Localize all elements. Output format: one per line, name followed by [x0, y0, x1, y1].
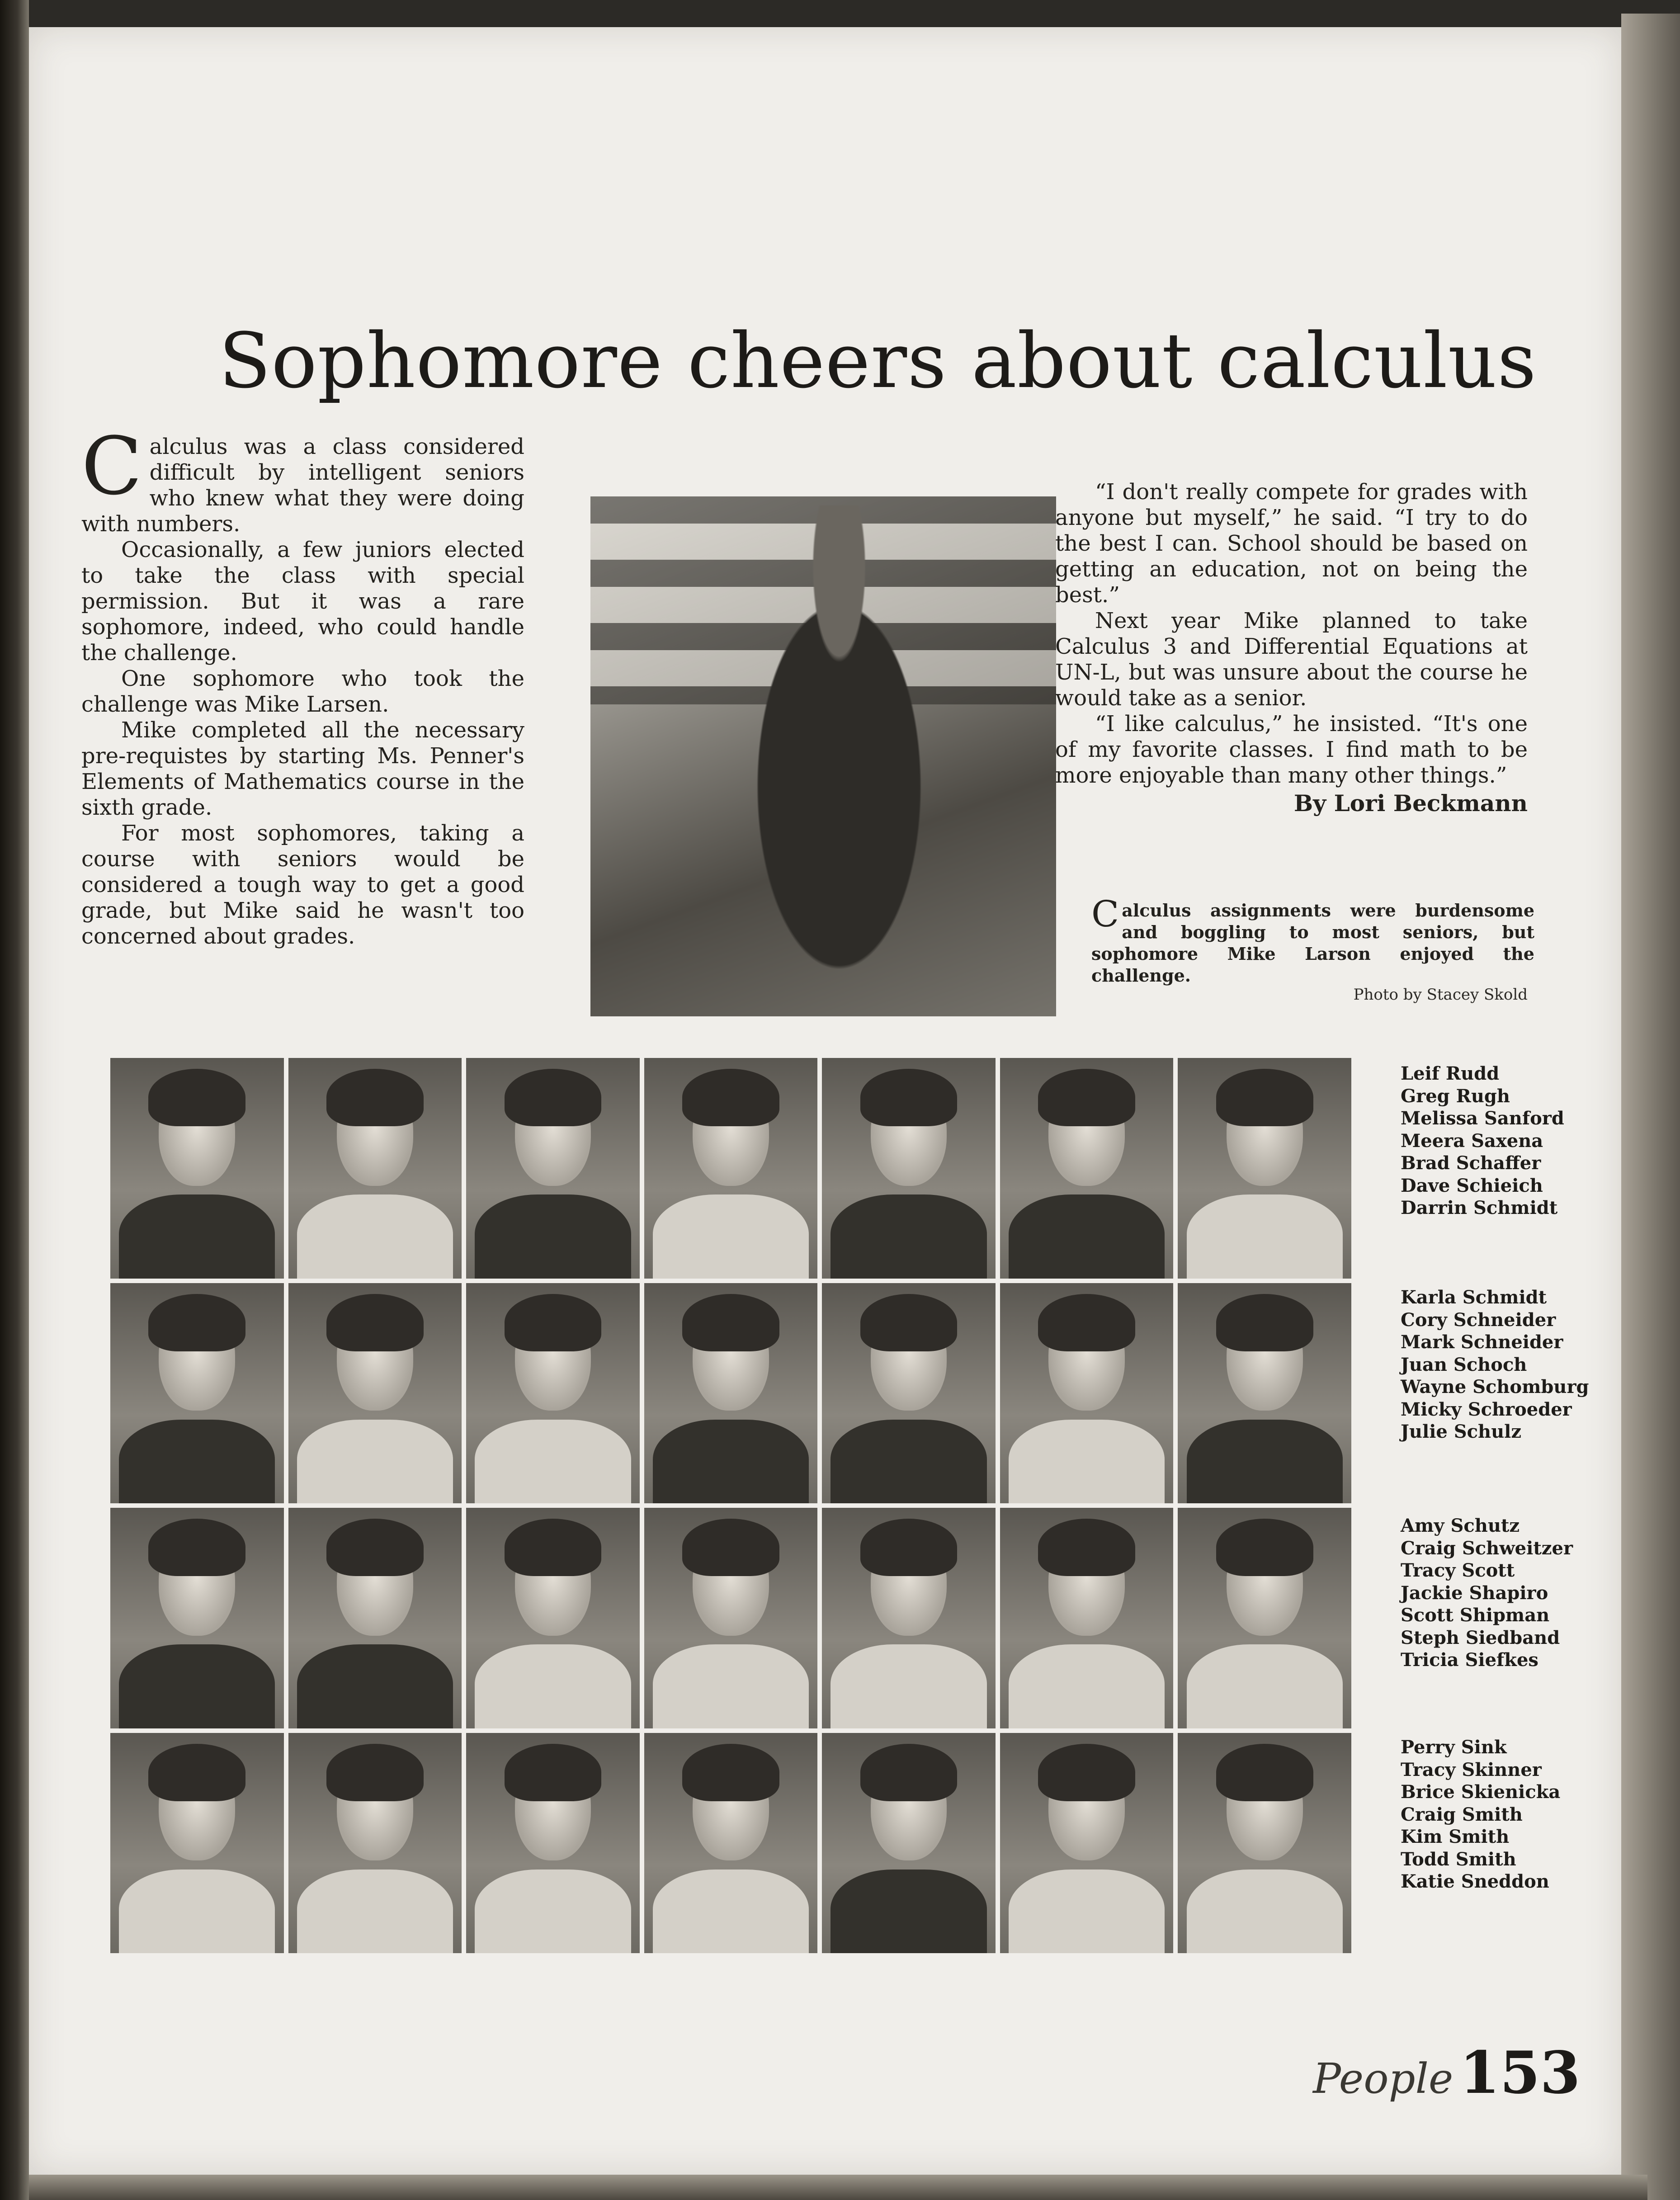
portrait — [466, 1058, 640, 1279]
portrait — [1000, 1508, 1174, 1728]
photo-credit: Photo by Stacey Skold — [1353, 986, 1528, 1004]
student-name: Darrin Schmidt — [1401, 1197, 1558, 1218]
byline: By Lori Beckmann — [1293, 790, 1528, 817]
photo-caption — [1091, 893, 1534, 987]
portrait — [644, 1283, 818, 1504]
student-name: Todd Smith — [1401, 1848, 1516, 1870]
page-edge-bottom — [29, 2175, 1647, 2200]
portrait — [288, 1283, 462, 1504]
student-name: Meera Saxena — [1401, 1130, 1543, 1152]
portrait — [288, 1733, 462, 1954]
student-name: Wayne Schomburg — [1401, 1376, 1589, 1397]
portrait — [644, 1508, 818, 1728]
portrait — [110, 1058, 284, 1279]
book-spine — [0, 0, 29, 2200]
section-label: People — [1313, 2054, 1453, 2103]
story-column-1 — [81, 420, 524, 949]
student-name: Perry Sink — [1401, 1737, 1507, 1758]
headline: Sophomore cheers about calculus — [219, 316, 1537, 405]
lead-paragraph — [81, 420, 524, 537]
student-name: Greg Rugh — [1401, 1085, 1510, 1107]
portrait-grid — [110, 1058, 1351, 1953]
story-paragraph: Mike completed all the necessary pre-requistes by starting Ms. Penner's Elements of Mathematics course in the sixth grade. — [81, 718, 524, 820]
student-name: Cory Schneider — [1401, 1309, 1556, 1331]
portrait — [1000, 1283, 1174, 1504]
page-folio — [1313, 2039, 1581, 2107]
student-name: Craig Schweitzer — [1401, 1537, 1573, 1559]
feature-photo — [590, 496, 1056, 1016]
story-paragraph: For most sophomores, taking a course with seniors would be considered a tough way to get a good grade, but Mike said he wasn't too concerned about grades. — [81, 821, 524, 949]
portrait — [644, 1733, 818, 1954]
portrait — [1178, 1283, 1351, 1504]
portrait — [644, 1058, 818, 1279]
portrait — [288, 1508, 462, 1728]
student-name: Karla Schmidt — [1401, 1287, 1547, 1308]
page-edge-right — [1621, 14, 1680, 2200]
portrait — [1178, 1733, 1351, 1954]
story-paragraph: One sophomore who took the challenge was Mike Larsen. — [81, 666, 524, 717]
portrait — [110, 1283, 284, 1504]
student-name: Tricia Siefkes — [1401, 1649, 1538, 1671]
portrait — [1000, 1058, 1174, 1279]
student-name: Jackie Shapiro — [1401, 1582, 1548, 1604]
portrait — [1000, 1733, 1174, 1954]
yearbook-page — [29, 27, 1621, 2175]
student-name: Katie Sneddon — [1401, 1871, 1549, 1892]
portrait — [1178, 1058, 1351, 1279]
student-name: Tracy Scott — [1401, 1560, 1515, 1581]
student-name: Micky Schroeder — [1401, 1398, 1572, 1420]
name-list-row-3 — [1401, 1515, 1573, 1671]
student-name: Dave Schieich — [1401, 1175, 1543, 1196]
story-paragraph: “I don't really compete for grades with anyone but myself,” he said. “I try to do the best I can. School should be based on getting an education, not on being the best.” — [1055, 479, 1528, 608]
student-name: Brice Skienicka — [1401, 1781, 1561, 1803]
student-name: Scott Shipman — [1401, 1605, 1550, 1626]
portrait — [822, 1283, 996, 1504]
portrait — [288, 1058, 462, 1279]
student-name: Tracy Skinner — [1401, 1759, 1542, 1780]
name-list-row-1 — [1401, 1062, 1564, 1219]
portrait — [466, 1283, 640, 1504]
caption-initial: C — [1091, 893, 1119, 935]
student-name: Craig Smith — [1401, 1803, 1523, 1825]
name-list-row-4 — [1401, 1736, 1560, 1893]
student-name: Brad Schaffer — [1401, 1152, 1541, 1174]
story-paragraph: Next year Mike planned to take Calculus 3 and Differential Equations at UN-L, but was unsure about the course he would take as a senior. — [1055, 608, 1528, 711]
student-name: Juan Schoch — [1401, 1354, 1527, 1375]
student-name: Leif Rudd — [1401, 1063, 1500, 1084]
portrait — [110, 1733, 284, 1954]
name-list-row-2 — [1401, 1286, 1589, 1443]
portrait — [822, 1058, 996, 1279]
page-number: 153 — [1459, 2039, 1581, 2107]
portrait — [1178, 1508, 1351, 1728]
student-name: Mark Schneider — [1401, 1331, 1563, 1353]
story-paragraph: Occasionally, a few juniors elected to take the class with special permission. But it was a rare sophomore, indeed, who could handle the challenge. — [81, 537, 524, 666]
student-name: Amy Schutz — [1401, 1515, 1520, 1536]
student-name: Steph Siedband — [1401, 1627, 1560, 1648]
drop-cap: C — [81, 420, 142, 513]
portrait — [466, 1508, 640, 1728]
portrait — [822, 1733, 996, 1954]
student-name: Kim Smith — [1401, 1826, 1510, 1847]
lead-text: alculus was a class considered difficult by intelligent seniors who knew what they were doing with numbers. — [81, 434, 524, 537]
student-figure — [713, 505, 966, 1016]
portrait — [822, 1508, 996, 1728]
caption-text: alculus assignments were burdensome and boggling to most seniors, but sophomore Mike Larson enjoyed the challenge. — [1091, 900, 1534, 986]
student-name: Melissa Sanford — [1401, 1108, 1564, 1129]
portrait — [466, 1733, 640, 1954]
student-name: Julie Schulz — [1401, 1421, 1522, 1442]
story-paragraph: “I like calculus,” he insisted. “It's one of my favorite classes. I find math to be more enjoyable than many other things.” — [1055, 711, 1528, 788]
story-column-2 — [1055, 479, 1528, 816]
portrait — [110, 1508, 284, 1728]
